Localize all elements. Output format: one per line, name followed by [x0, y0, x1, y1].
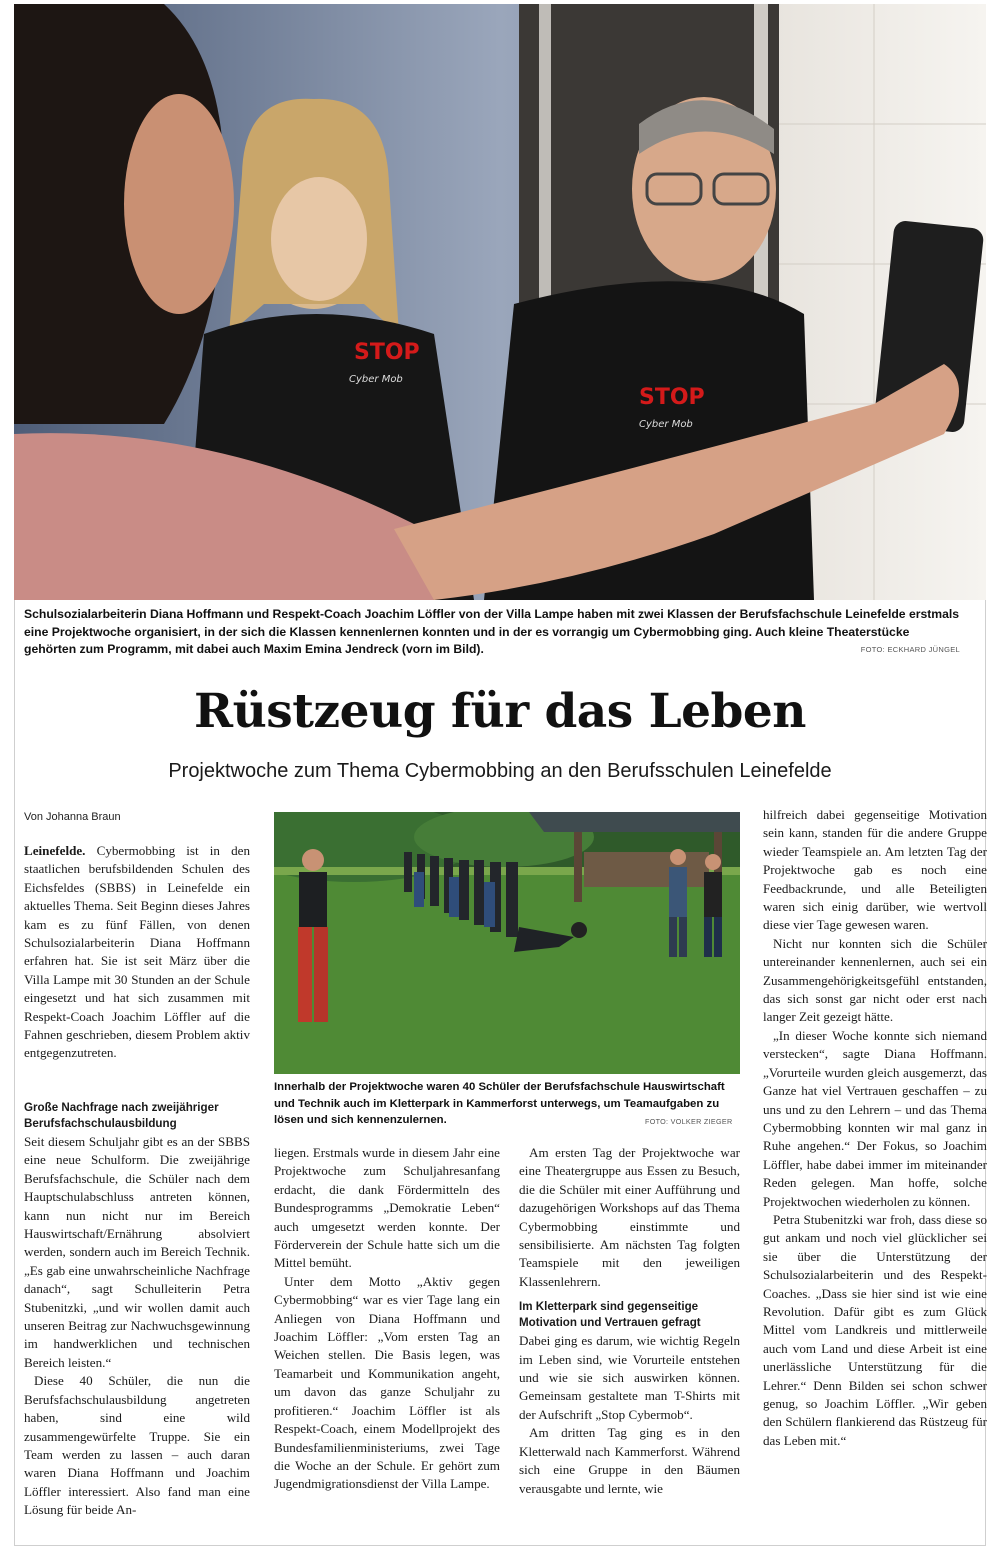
- paragraph-6: Dabei ging es darum, wie wichtig Regeln im Leben sind, wie Vorurteile entstehen und wie sie sich auswirken können. Gemeinsam gestaltete man T-Shirts mit der Aufschrift „Stop Cybermob“.: [519, 1333, 740, 1422]
- paragraph-8: Nicht nur konnten sich die Schüler untereinander kennenlernen, auch sei ein Zusammengehörigkeitsgefühl entstanden, das sich sonst gar nicht oder erst nach langer Zeit gezeigt hätte.: [763, 935, 987, 1025]
- intertitle-1: Große Nachfrage nach zweijähriger Berufsfachschulausbildung: [24, 1101, 219, 1130]
- climbing-park-illustration: [274, 812, 740, 1074]
- hero-caption: Schulsozialarbeiterin Diana Hoffmann und Respekt-Coach Joachim Löffler von der Villa Lampe haben mit zwei Klassen der Berufsfachschule Leinefelde erstmals eine Projektwoche organisiert, in der sich die Klassen kennenlernen konnten und in der es vorrangig um Cybermobbing ging. Auch kleine Theaterstücke gehörten zum Programm, mit dabei auch Maxim Emina Jendreck (vorn im Bild).: [24, 607, 960, 656]
- paragraph-1: Cybermobbing ist in den staatlichen berufsbildenden Schulen des Eichsfeldes (SBBS) in Leinefelde ein aktuelles Thema. Seit Beginn dieses Jahres kam es zu fünf Fällen, von denen Schulsozialarbeiterin Diana Hoffmann erfahren hat. Sie ist seit März über die Villa Lampe mit 30 Stunden an der Schule eingesetzt und hat sich zusammen mit Respekt-Coach Joachim Löffler auf die Fahnen geschrieben, diesem Problem aktiv entgegenzutreten.: [24, 843, 250, 1061]
- hero-photo-illustration: [14, 4, 986, 600]
- subheadline: Projektwoche zum Thema Cybermobbing an den Berufsschulen Leinefelde: [168, 760, 832, 782]
- shirt-logo-right: STOP: [639, 385, 705, 410]
- climbing-photo-caption: Innerhalb der Projektwoche waren 40 Schüler der Berufsfachschule Hauswirtschaft und Technik auch im Kletterpark in Kammerforst unterwegs, um Teamaufgaben zu lösen und sich kennenzulernen.: [274, 1081, 725, 1126]
- climbing-photo-credit: FOTO: VOLKER ZIEGER: [645, 1117, 733, 1126]
- paragraph-4: Unter dem Motto „Aktiv gegen Cybermobbing“ war es vier Tage lang ein Anliegen von Diana Hoffmann und Joachim Löffler: „Vom ersten Tag an Weichen stellen. Die Basis legen, was Teamarbeit und Kommunikation angeht, um davon das ganze Schuljahr zu profitieren.“ Joachim Löffler ist als Respekt-Coach, einem Modellprojekt des Bundesfamilienministeriums, zwei Tage die Woche an der Schule. Er gehört zum Jugendmigrationsdienst der Villa Lampe.: [274, 1273, 500, 1492]
- dateline: Leinefelde.: [24, 843, 86, 858]
- paragraph-5: Am ersten Tag der Projektwoche war eine Theatergruppe aus Essen zu Besuch, die die Schüler mit einer Aufführung und dazugehörigen Workshops auf das Thema Cybermobbing einstimmte und sensibilisierte. Am nächsten Tag folgten Teamspiele mit den jeweiligen Klassenlehrern.: [519, 1145, 740, 1289]
- paragraph-3-part-2: liegen. Erstmals wurde in diesem Jahr eine Projektwoche zum Schuljahresanfang erdacht, die dank Fördermitteln des Bundesprogramms „Demokratie Leben“ auch umgesetzt werden konnte. Der Förderverein der Schule hatte sich um die Mittel bemüht.: [274, 1145, 500, 1271]
- column-3: [519, 1144, 740, 1498]
- column-1-top: [24, 842, 250, 1063]
- paragraph-7-part-2: hilfreich dabei gegenseitige Motivation sein kann, standen für die andere Gruppe wieder Teamspiele an. Am letzten Tag der Projektwoche gab es noch eine Feedbackrunde, und alle Beteiligten waren sich einig darüber, wie wertvoll diese vier Tage gewesen waren.: [763, 807, 987, 933]
- paragraph-7-part-1: Am dritten Tag ging es in den Kletterwald nach Kammerforst. Während sich eine Gruppe in den Bäumen verausgabte und lernte, wie: [519, 1425, 740, 1496]
- shirt-sub-right: Cyber Mob: [639, 419, 693, 430]
- paragraph-2: Seit diesem Schuljahr gibt es an der SBBS eine neue Schulform. Die zweijährige Berufsfachschule, die Schüler nach dem Hauptschulabschluss antreten können, kann nun nicht nur im Bereich Hauswirtschaft/Ernährung absolviert werden, sondern auch im Bereich Technik. „Es gab eine unwahrscheinliche Nachfrage danach“, sagt Schulleiterin Petra Stubenitzki, „und wir wollen damit auch unseren Beitrag zur Nachwuchsgewinnung im handwerklichen und technischen Bereich leisten.“: [24, 1134, 250, 1370]
- column-1-bottom: [24, 1092, 250, 1520]
- byline: Von Johanna Braun: [24, 811, 121, 823]
- intertitle-2: Im Kletterpark sind gegenseitige Motivation und Vertrauen gefragt: [519, 1300, 701, 1330]
- paragraph-9: „In dieser Woche konnte sich niemand verstecken“, sagte Diana Hoffmann. „Vorurteile wurden gleich ausgemerzt, das Ganze hat viel Vertrauen geschaffen – zu uns und zu den Lehrern – und das Thema Cybermobbing konnten wir mal ganz in Ruhe angehen.“ Der Fokus, so Joachim Löffler, habe dabei immer im miteinander Reden gelegen. Man hoffe, solche Projektwochen wiederholen zu können.: [763, 1027, 987, 1209]
- paragraph-10: Petra Stubenitzki war froh, dass diese so gut ankam und noch viel glücklicher sei sie über die Unterstützung der Schulsozialarbeiterin und des Respekt-Coaches. „Dass sie hier sind ist wie eine Revolution. Dafür gibt es zum Glück Mittel vom Landkreis und mittlerweile auch vom Land und diese Arbeit ist eine unerlässliche Unterstützung für die Lehrer.“ Denn Bilden sei schon schwer genug, so Joachim Löffler. „Wir geben den Schülern flankierend das Rüstzeug für das Leben mit.“: [763, 1211, 987, 1448]
- shirt-logo-left: STOP: [354, 340, 420, 365]
- shirt-sub-left: Cyber Mob: [349, 374, 403, 385]
- hero-credit: FOTO: ECKHARD JÜNGEL: [860, 645, 960, 654]
- paragraph-3-part-1: Diese 40 Schüler, die nun die Berufsfachschulausbildung angetreten haben, sind eine wild zusammengewürfelte Truppe. Sie ein Team werden zu lassen – auch daran waren Diana Hoffmann und Joachim Löffler interessiert. Also fand man eine Lösung für beide An-: [24, 1373, 250, 1518]
- climbing-park-photo: [274, 812, 740, 1074]
- headline: Rüstzeug für das Leben: [194, 684, 806, 739]
- column-4: [763, 806, 987, 1450]
- hero-photo: [14, 4, 986, 600]
- column-2: [274, 1144, 500, 1494]
